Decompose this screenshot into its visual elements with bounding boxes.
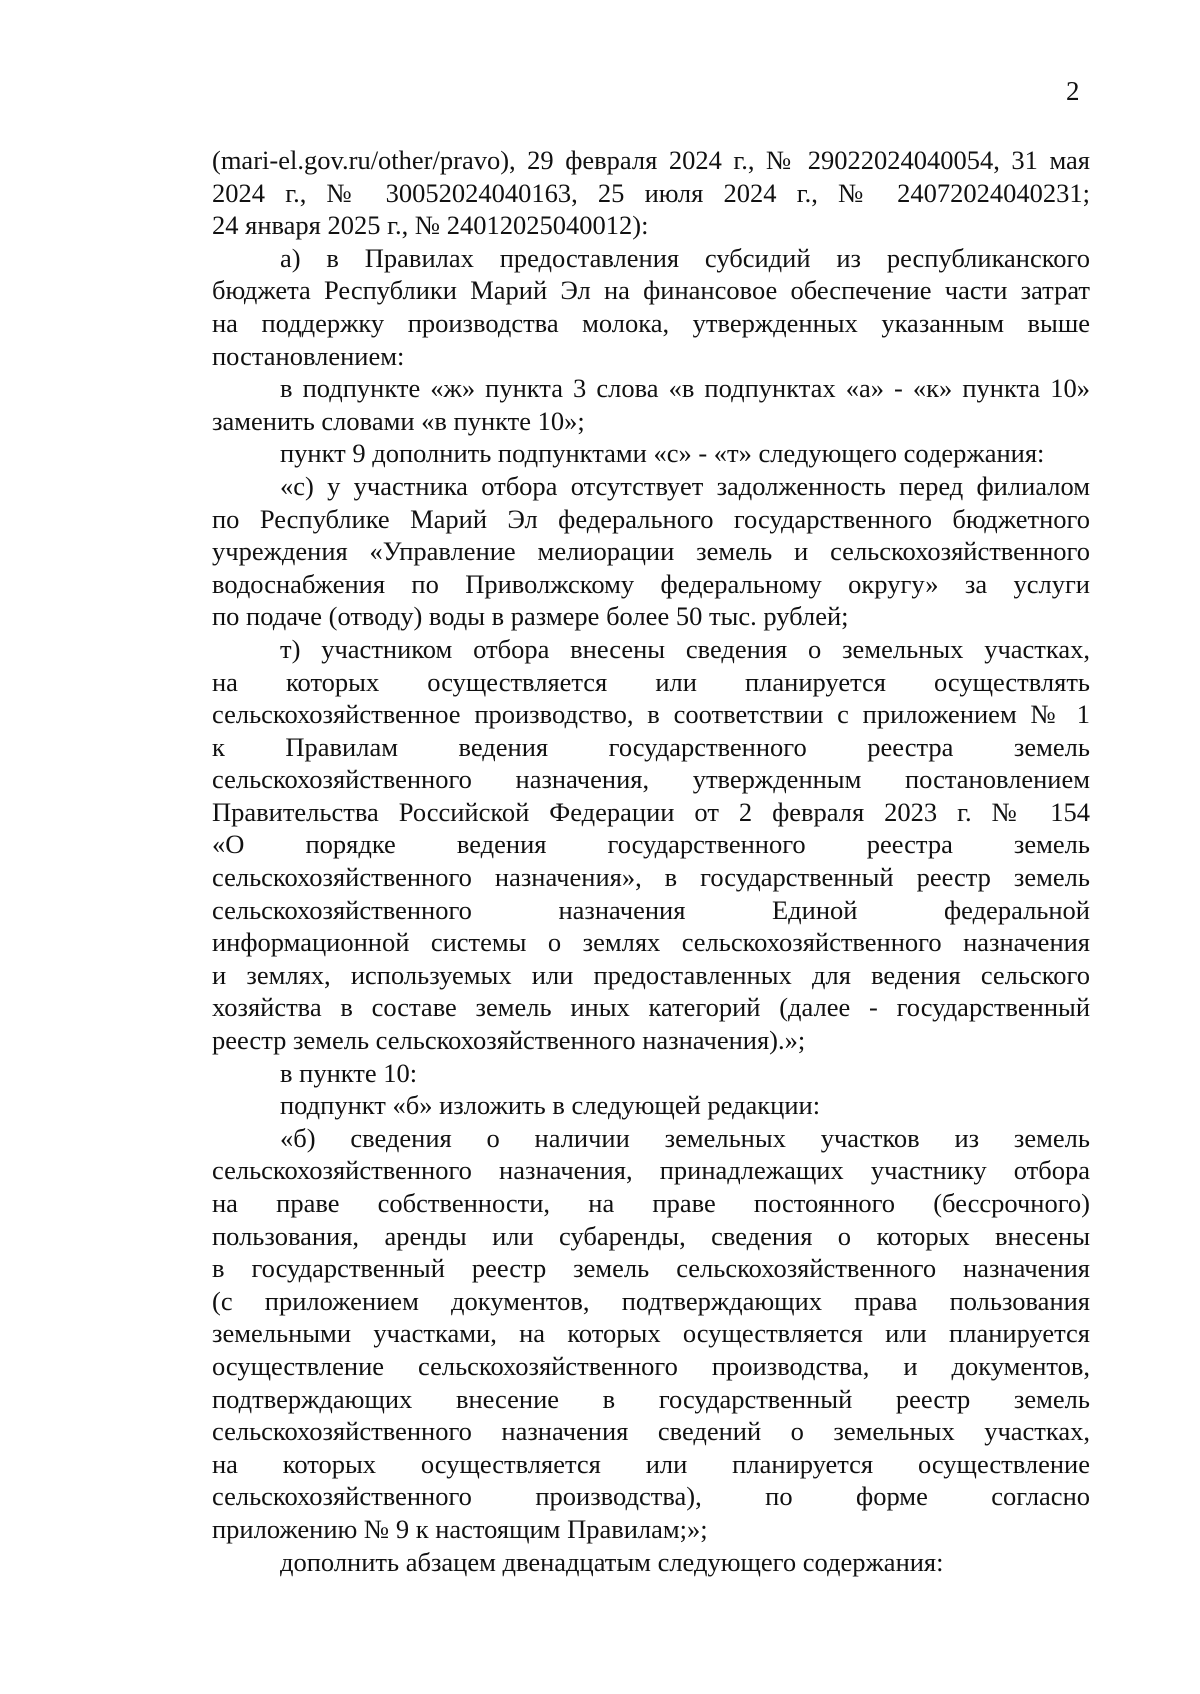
text-line: заменить словами «в пункте 10»; bbox=[212, 405, 585, 436]
text-line: сельскохозяйственного назначения, принадлежащих участнику отбора bbox=[212, 1155, 1090, 1186]
text-line: пункт 9 дополнить подпунктами «с» - «т» следующего содержания: bbox=[280, 438, 1045, 469]
text-line: «с) у участника отбора отсутствует задолженность перед филиалом bbox=[280, 470, 1090, 501]
text-line: сельскохозяйственного производства), по форме согласно bbox=[212, 1481, 1090, 1512]
text-line: по подаче (отводу) воды в размере более 50 тыс. рублей; bbox=[212, 601, 849, 632]
text-line: реестр земель сельскохозяйственного назначения).»; bbox=[212, 1025, 806, 1056]
text-line: а) в Правилах предоставления субсидий из республиканского bbox=[280, 242, 1090, 273]
text-line: на праве собственности, на праве постоянного (бессрочного) bbox=[212, 1188, 1090, 1218]
text-line: Правительства Российской Федерации от 2 февраля 2023 г. № 154 bbox=[212, 796, 1090, 827]
text-line: бюджета Республики Марий Эл на финансовое обеспечение части затрат bbox=[212, 275, 1090, 306]
document-body bbox=[212, 144, 1090, 1578]
text-line: «О порядке ведения государственного реестра земель bbox=[212, 829, 1090, 860]
text-line: дополнить абзацем двенадцатым следующего содержания: bbox=[280, 1546, 944, 1577]
text-line: и землях, используемых или предоставленных для ведения сельского bbox=[212, 959, 1090, 990]
text-line: 2024 г., № 30052024040163, 25 июля 2024 г., № 24072024040231; bbox=[212, 177, 1090, 208]
paragraph bbox=[212, 470, 1090, 633]
paragraph bbox=[212, 1057, 1090, 1090]
text-line: водоснабжения по Приволжскому федеральному округу» за услуги bbox=[212, 568, 1090, 599]
text-line: постановлением: bbox=[212, 340, 405, 371]
paragraph bbox=[212, 1089, 1090, 1122]
text-line: сельскохозяйственного назначения сведений о земельных участках, bbox=[212, 1416, 1090, 1447]
text-line: в подпункте «ж» пункта 3 слова «в подпунктах «а» - «к» пункта 10» bbox=[280, 373, 1090, 404]
text-line: хозяйства в составе земель иных категорий (далее - государственный bbox=[212, 992, 1090, 1023]
text-line: пользования, аренды или субаренды, сведения о которых внесены bbox=[212, 1220, 1090, 1251]
paragraph bbox=[212, 633, 1090, 1057]
text-line: приложению № 9 к настоящим Правилам;»; bbox=[212, 1513, 708, 1544]
text-line: учреждения «Управление мелиорации земель и сельскохозяйственного bbox=[212, 536, 1090, 567]
text-line: земельными участками, на которых осуществляется или планируется bbox=[212, 1318, 1090, 1349]
text-line: по Республике Марий Эл федерального государственного бюджетного bbox=[212, 503, 1090, 534]
text-line: «б) сведения о наличии земельных участков из земель bbox=[280, 1122, 1090, 1153]
text-line: информационной системы о землях сельскохозяйственного назначения bbox=[212, 927, 1090, 958]
text-line: на поддержку производства молока, утвержденных указанным выше bbox=[212, 307, 1090, 338]
text-line: в государственный реестр земель сельскохозяйственного назначения bbox=[212, 1253, 1090, 1284]
text-line: к Правилам ведения государственного реестра земель bbox=[212, 731, 1090, 762]
text-line: сельскохозяйственное производство, в соответствии с приложением № 1 bbox=[212, 699, 1090, 730]
text-line: подпункт «б» изложить в следующей редакции: bbox=[280, 1090, 821, 1121]
text-line: сельскохозяйственного назначения», в государственный реестр земель bbox=[212, 862, 1090, 893]
text-line: 24 января 2025 г., № 24012025040012): bbox=[212, 210, 649, 241]
paragraph bbox=[212, 242, 1090, 372]
paragraph bbox=[212, 1546, 1090, 1579]
paragraph bbox=[212, 372, 1090, 437]
page-number: 2 bbox=[1066, 76, 1080, 106]
text-line: сельскохозяйственного назначения Единой федеральной bbox=[212, 894, 1090, 925]
text-line: (с приложением документов, подтверждающих права пользования bbox=[212, 1285, 1090, 1316]
paragraph bbox=[212, 144, 1090, 242]
text-line: на которых осуществляется или планируется осуществлять bbox=[212, 666, 1090, 697]
text-line: (mari-el.gov.ru/other/pravo), 29 февраля 2024 г., № 29022024040054, 31 мая bbox=[212, 145, 1090, 175]
text-line: на которых осуществляется или планируется осуществление bbox=[212, 1448, 1090, 1479]
text-line: осуществление сельскохозяйственного производства, и документов, bbox=[212, 1350, 1090, 1381]
paragraph bbox=[212, 437, 1090, 470]
paragraph bbox=[212, 1122, 1090, 1546]
text-line: в пункте 10: bbox=[280, 1057, 418, 1088]
text-line: подтверждающих внесение в государственный реестр земель bbox=[212, 1383, 1090, 1414]
text-line: сельскохозяйственного назначения, утвержденным постановлением bbox=[212, 764, 1090, 795]
text-line: т) участником отбора внесены сведения о земельных участках, bbox=[280, 633, 1090, 664]
